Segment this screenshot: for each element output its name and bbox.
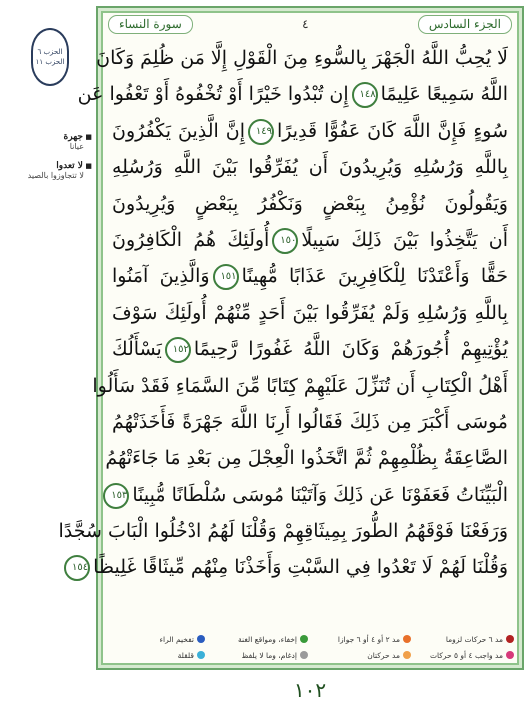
verse-text: يُؤْتِيهِمْ أُجُورَهُمْ وَكَانَ اللَّهُ غَفُورًا رَّحِيمًا	[193, 338, 508, 361]
tajweed-legend	[106, 632, 514, 662]
text-line	[112, 258, 508, 294]
color-dot-icon	[300, 651, 308, 659]
verse-text: أُولَئِكَ هُمُ الْكَافِرُونَ	[112, 228, 270, 251]
note-word: ■ لا تعدوا	[6, 161, 92, 171]
color-dot-icon	[506, 651, 514, 659]
legend-label: مد حركتان	[367, 650, 400, 660]
verse-text: وَقُلْنَا لَهُمْ لَا تَعْدُوا فِي السَّبْتِ وَأَخَذْنَا مِنْهُم مِّيثَاقًا غَلِيظًا	[93, 556, 508, 579]
legend-label: مد ٦ حركات لزوما	[445, 634, 503, 644]
ayah-number-marker: ١٤٨	[352, 82, 378, 108]
hizb-line-2: الحزب ١١	[35, 58, 65, 66]
verse-text: إِن تُبْدُوا خَيْرًا أَوْ تُخْفُوهُ أَوْ تَعْفُوا عَن	[77, 83, 349, 106]
hizb-ornament	[31, 28, 69, 86]
ayah-number-marker: ١٥٠	[272, 228, 298, 254]
hizb-line-1: الحزب ٦	[37, 48, 63, 56]
text-line	[77, 76, 508, 112]
color-dot-icon	[403, 651, 411, 659]
verse-text: لَا يُحِبُّ اللَّهُ الْجَهْرَ بِالسُّوءِ مِنَ الْقَوْلِ إِلَّا مَن ظُلِمَ وَكَانَ	[96, 47, 508, 69]
verse-text: أَهْلُ الْكِتَابِ أَن تُنَزِّلَ عَلَيْهِمْ كِتَابًا مِّنَ السَّمَاءِ فَقَدْ سَأَلُوا	[92, 374, 508, 397]
verse-text: بِاللَّهِ وَرُسُلِهِ وَيُرِيدُونَ أَن يُفَرِّقُوا بَيْنَ اللَّهِ وَرُسُلِهِ	[112, 156, 508, 179]
color-dot-icon	[300, 635, 308, 643]
note-meaning: عيانا	[69, 142, 84, 151]
legend-label: مد واجب ٤ أو ٥ حركات	[429, 650, 503, 660]
legend-label: مد ٢ أو ٤ أو ٦ جوازا	[337, 634, 400, 644]
text-line	[112, 222, 508, 258]
juz-title: الجزء السادس	[418, 15, 512, 34]
legend-item	[106, 632, 205, 646]
text-line	[112, 149, 508, 185]
text-line	[112, 404, 508, 440]
legend-item	[312, 632, 411, 646]
text-line	[105, 440, 508, 476]
legend-label: تفخيم الراء	[159, 634, 194, 644]
verse-text: حَقًّا وَأَعْتَدْنَا لِلْكَافِرِينَ عَذَابًا مُّهِينًا	[241, 265, 509, 288]
text-line	[58, 513, 508, 549]
verse-text: بِاللَّهِ وَرُسُلِهِ وَلَمْ يُفَرِّقُوا بَيْنَ أَحَدٍ مِّنْهُمْ أُولَئِكَ سَوْفَ	[112, 301, 508, 324]
legend-item	[209, 632, 308, 646]
page-number: ١٠٢	[293, 678, 327, 702]
margin-notes	[6, 132, 92, 190]
text-line	[112, 295, 508, 331]
surah-title: سورة النساء	[108, 15, 193, 34]
color-dot-icon	[197, 651, 205, 659]
text-line	[96, 40, 508, 76]
note-meaning: لا تتجاوزوا بالصيد	[27, 171, 84, 180]
legend-item	[106, 648, 205, 662]
ayah-number-marker: ١٥٣	[103, 483, 129, 509]
verse-text: وَالَّذِينَ آمَنُوا	[112, 265, 210, 288]
legend-item	[209, 648, 308, 662]
verse-text: أَن يَتَّخِذُوا بَيْنَ ذَلِكَ سَبِيلًا	[301, 228, 508, 251]
text-line	[112, 113, 508, 149]
verse-text: إِنَّ الَّذِينَ يَكْفُرُونَ	[112, 119, 246, 142]
text-line	[112, 477, 508, 513]
verse-text: مُوسَى أَكْبَرَ مِن ذَلِكَ فَقَالُوا أَرِنَا اللَّهَ جَهْرَةً فَأَخَذَتْهُمُ	[112, 410, 508, 433]
hizb-medallion	[30, 28, 70, 92]
ayah-number-marker: ١٥١	[213, 264, 239, 290]
color-dot-icon	[403, 635, 411, 643]
legend-item	[312, 648, 411, 662]
text-line	[72, 549, 508, 585]
color-dot-icon	[506, 635, 514, 643]
verse-text: سُوءٍ فَإِنَّ اللَّهَ كَانَ عَفُوًّا قَدِيرًا	[277, 119, 508, 142]
verse-text: الْبَيِّنَاتُ فَعَفَوْنَا عَن ذَلِكَ وَآتَيْنَا مُوسَى سُلْطَانًا مُّبِينًا	[132, 483, 508, 506]
surah-number: ٤	[302, 17, 309, 31]
text-line	[112, 186, 508, 222]
verse-text: يَسْأَلُكَ	[112, 338, 162, 361]
page-header	[108, 14, 512, 34]
verse-text: وَيَقُولُونَ نُؤْمِنُ بِبَعْضٍ وَنَكْفُرُ بِبَعْضٍ وَيُرِيدُونَ	[112, 192, 508, 215]
legend-item	[415, 632, 514, 646]
margin-note	[6, 132, 92, 151]
verse-text: اللَّهُ سَمِيعًا عَلِيمًا	[380, 83, 508, 106]
color-dot-icon	[197, 635, 205, 643]
legend-label: إدغام، وما لا يلفظ	[241, 650, 297, 660]
ayah-number-marker: ١٥٤	[64, 555, 90, 581]
legend-label: قلقلة	[177, 650, 194, 660]
ayah-number-marker: ١٤٩	[248, 119, 274, 145]
text-line	[92, 368, 508, 404]
text-line	[112, 331, 508, 367]
ayah-number-marker: ١٥٢	[165, 337, 191, 363]
verse-text: الصَّاعِقَةُ بِظُلْمِهِمْ ثُمَّ اتَّخَذُوا الْعِجْلَ مِن بَعْدِ مَا جَاءَتْهُمُ	[105, 447, 508, 470]
note-word: ■ جهرة	[6, 132, 92, 142]
verse-text: وَرَفَعْنَا فَوْقَهُمُ الطُّورَ بِمِيثَاقِهِمْ وَقُلْنَا لَهُمُ ادْخُلُوا الْبَابَ سُجَّدًا	[58, 520, 508, 543]
legend-label: إخفاء، ومواقع الغنة	[238, 634, 297, 644]
legend-item	[415, 648, 514, 662]
margin-note	[6, 161, 92, 180]
